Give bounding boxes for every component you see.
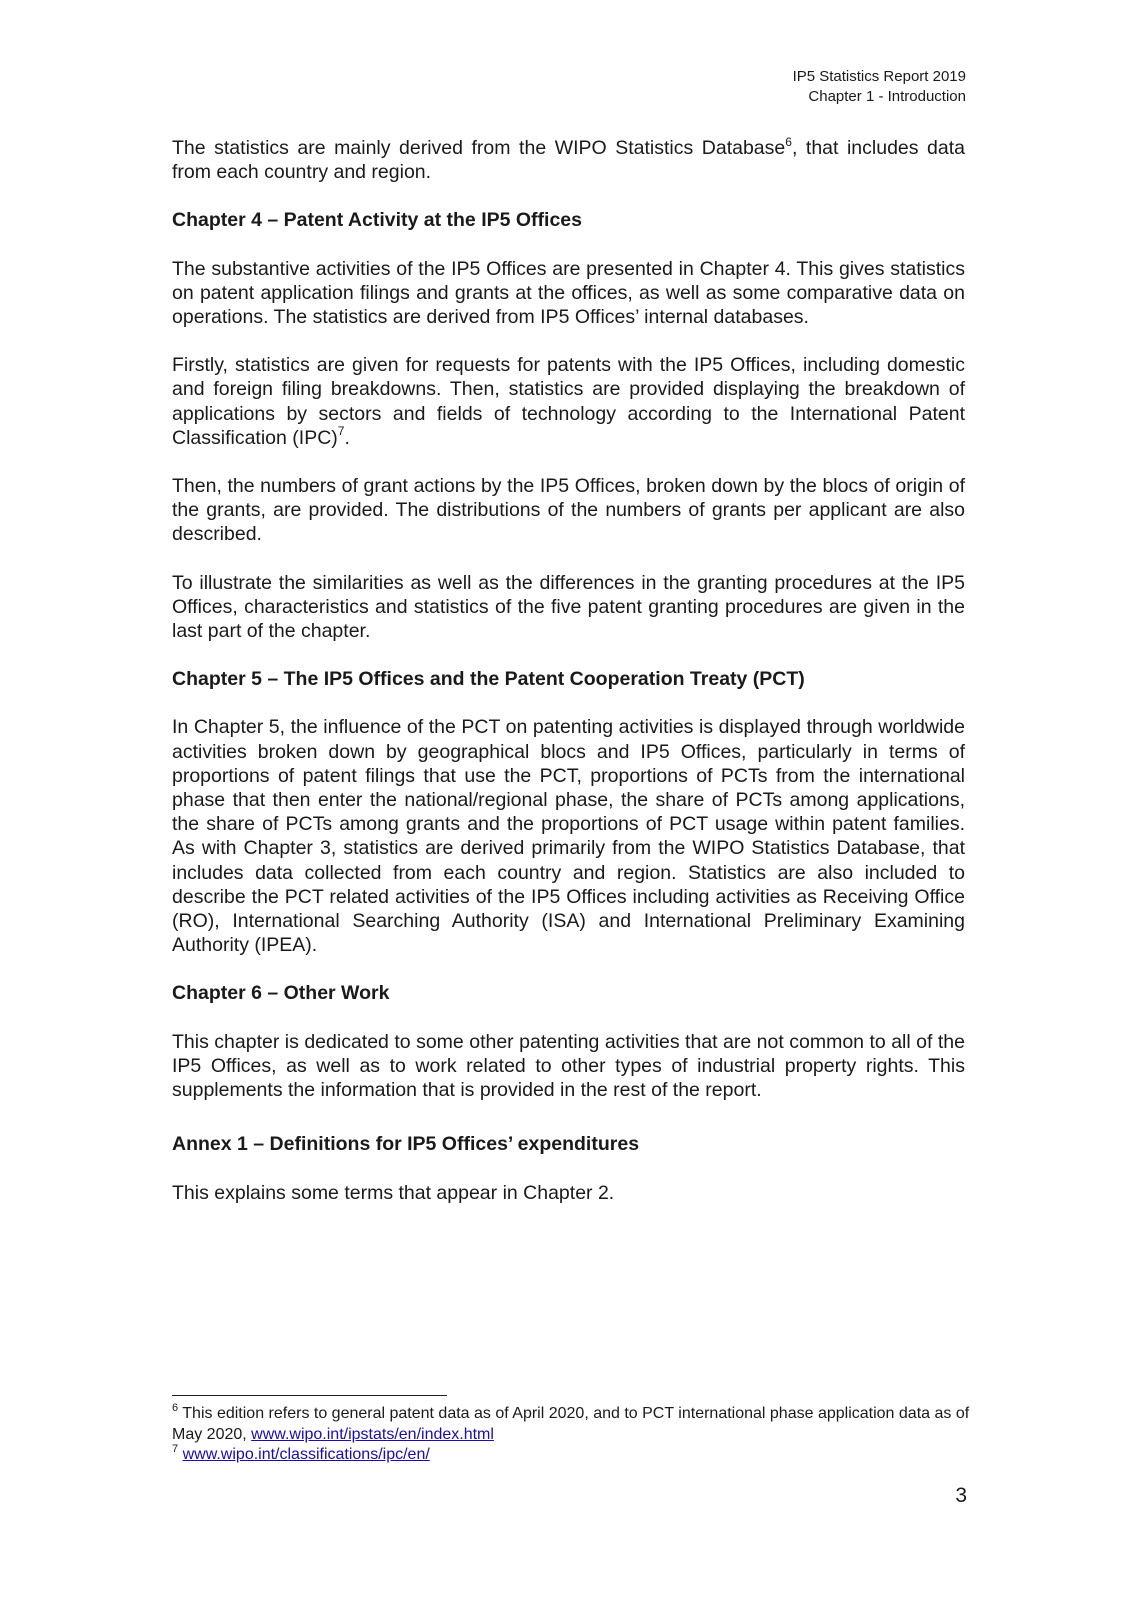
footnote-7-link[interactable]: www.wipo.int/classifications/ipc/en/	[182, 1446, 430, 1463]
running-header	[793, 67, 966, 107]
footnote-7-number: 7	[172, 1442, 179, 1455]
page-number: 3	[955, 1484, 967, 1507]
main-content	[172, 136, 965, 1229]
chapter4-paragraph-2	[172, 353, 965, 450]
chapter4-paragraph-2-text: Firstly, statistics are given for requests for patents with the IP5 Offices, including domestic and foreign filing breakdowns. Then, statistics are provided displaying the breakdown of applications by sectors and fields of technology according to the International Patent Classification (IPC)	[172, 354, 965, 449]
chapter5-paragraph-1: In Chapter 5, the influence of the PCT on patenting activities is displayed through worldwide activities broken down by geographical blocs and IP5 Offices, particularly in terms of proportions of patent filings that use the PCT, proportions of PCTs from the international phase that then enter the national/regional phase, the share of PCTs among applications, the share of PCTs among grants and the proportions of PCT usage within patent families. As with Chapter 3, statistics are derived primarily from the WIPO Statistics Database, that includes data collected from each country and region. Statistics are also included to describe the PCT related activities of the IP5 Offices including activities as Receiving Office (RO), International Searching Authority (ISA) and International Preliminary Examining Authority (IPEA).	[172, 716, 965, 957]
chapter4-heading: Chapter 4 – Patent Activity at the IP5 Offices	[172, 209, 582, 232]
intro-text: The statistics are mainly derived from the WIPO Statistics Database	[172, 137, 786, 159]
footnote-ref-6[interactable]: 6	[785, 134, 792, 149]
chapter5-heading: Chapter 5 – The IP5 Offices and the Patent Cooperation Treaty (PCT)	[172, 668, 805, 691]
header-chapter-title: Chapter 1 - Introduction	[808, 88, 966, 105]
intro-text-end: , that includes data from each country and region.	[172, 137, 965, 184]
footnote-6-link[interactable]: www.wipo.int/ipstats/en/index.html	[251, 1425, 494, 1443]
footnote-ref-7[interactable]: 7	[337, 424, 345, 439]
footnote-7	[172, 1442, 972, 1466]
chapter4-paragraph-2-end: .	[344, 426, 350, 449]
annex1-paragraph-1: This explains some terms that appear in Chapter 2.	[172, 1181, 615, 1204]
chapter6-heading: Chapter 6 – Other Work	[172, 982, 390, 1005]
footnote-6	[172, 1401, 972, 1445]
footnote-6-number: 6	[172, 1401, 179, 1414]
chapter6-paragraph-1: This chapter is dedicated to some other patenting activities that are not common to all of the IP5 Offices, as well as to work related to other types of industrial property rights. This supplements the information that is provided in the rest of the report.	[172, 1030, 965, 1102]
chapter4-paragraph-1: The substantive activities of the IP5 Offices are presented in Chapter 4. This gives statistics on patent application filings and grants at the offices, as well as some comparative data on operations. The statistics are derived from IP5 Offices’ internal databases.	[172, 257, 965, 329]
footnotes	[172, 1401, 972, 1466]
header-report-title: IP5 Statistics Report 2019	[792, 68, 966, 85]
chapter4-paragraph-4: To illustrate the similarities as well as the differences in the granting procedures at the IP5 Offices, characteristics and statistics of the five patent granting procedures are given in the last part of the chapter.	[172, 571, 965, 643]
chapter4-paragraph-3: Then, the numbers of grant actions by the IP5 Offices, broken down by the blocs of origin of the grants, are provided. The distributions of the numbers of grants per applicant are also described.	[172, 475, 965, 546]
annex1-heading: Annex 1 – Definitions for IP5 Offices’ expenditures	[172, 1133, 640, 1156]
footnote-separator	[172, 1395, 447, 1396]
footnote-6-text: This edition refers to general patent data as of April 2020, and to PCT international phase application data as of May 2020,	[172, 1405, 970, 1443]
intro-paragraph	[172, 136, 965, 184]
